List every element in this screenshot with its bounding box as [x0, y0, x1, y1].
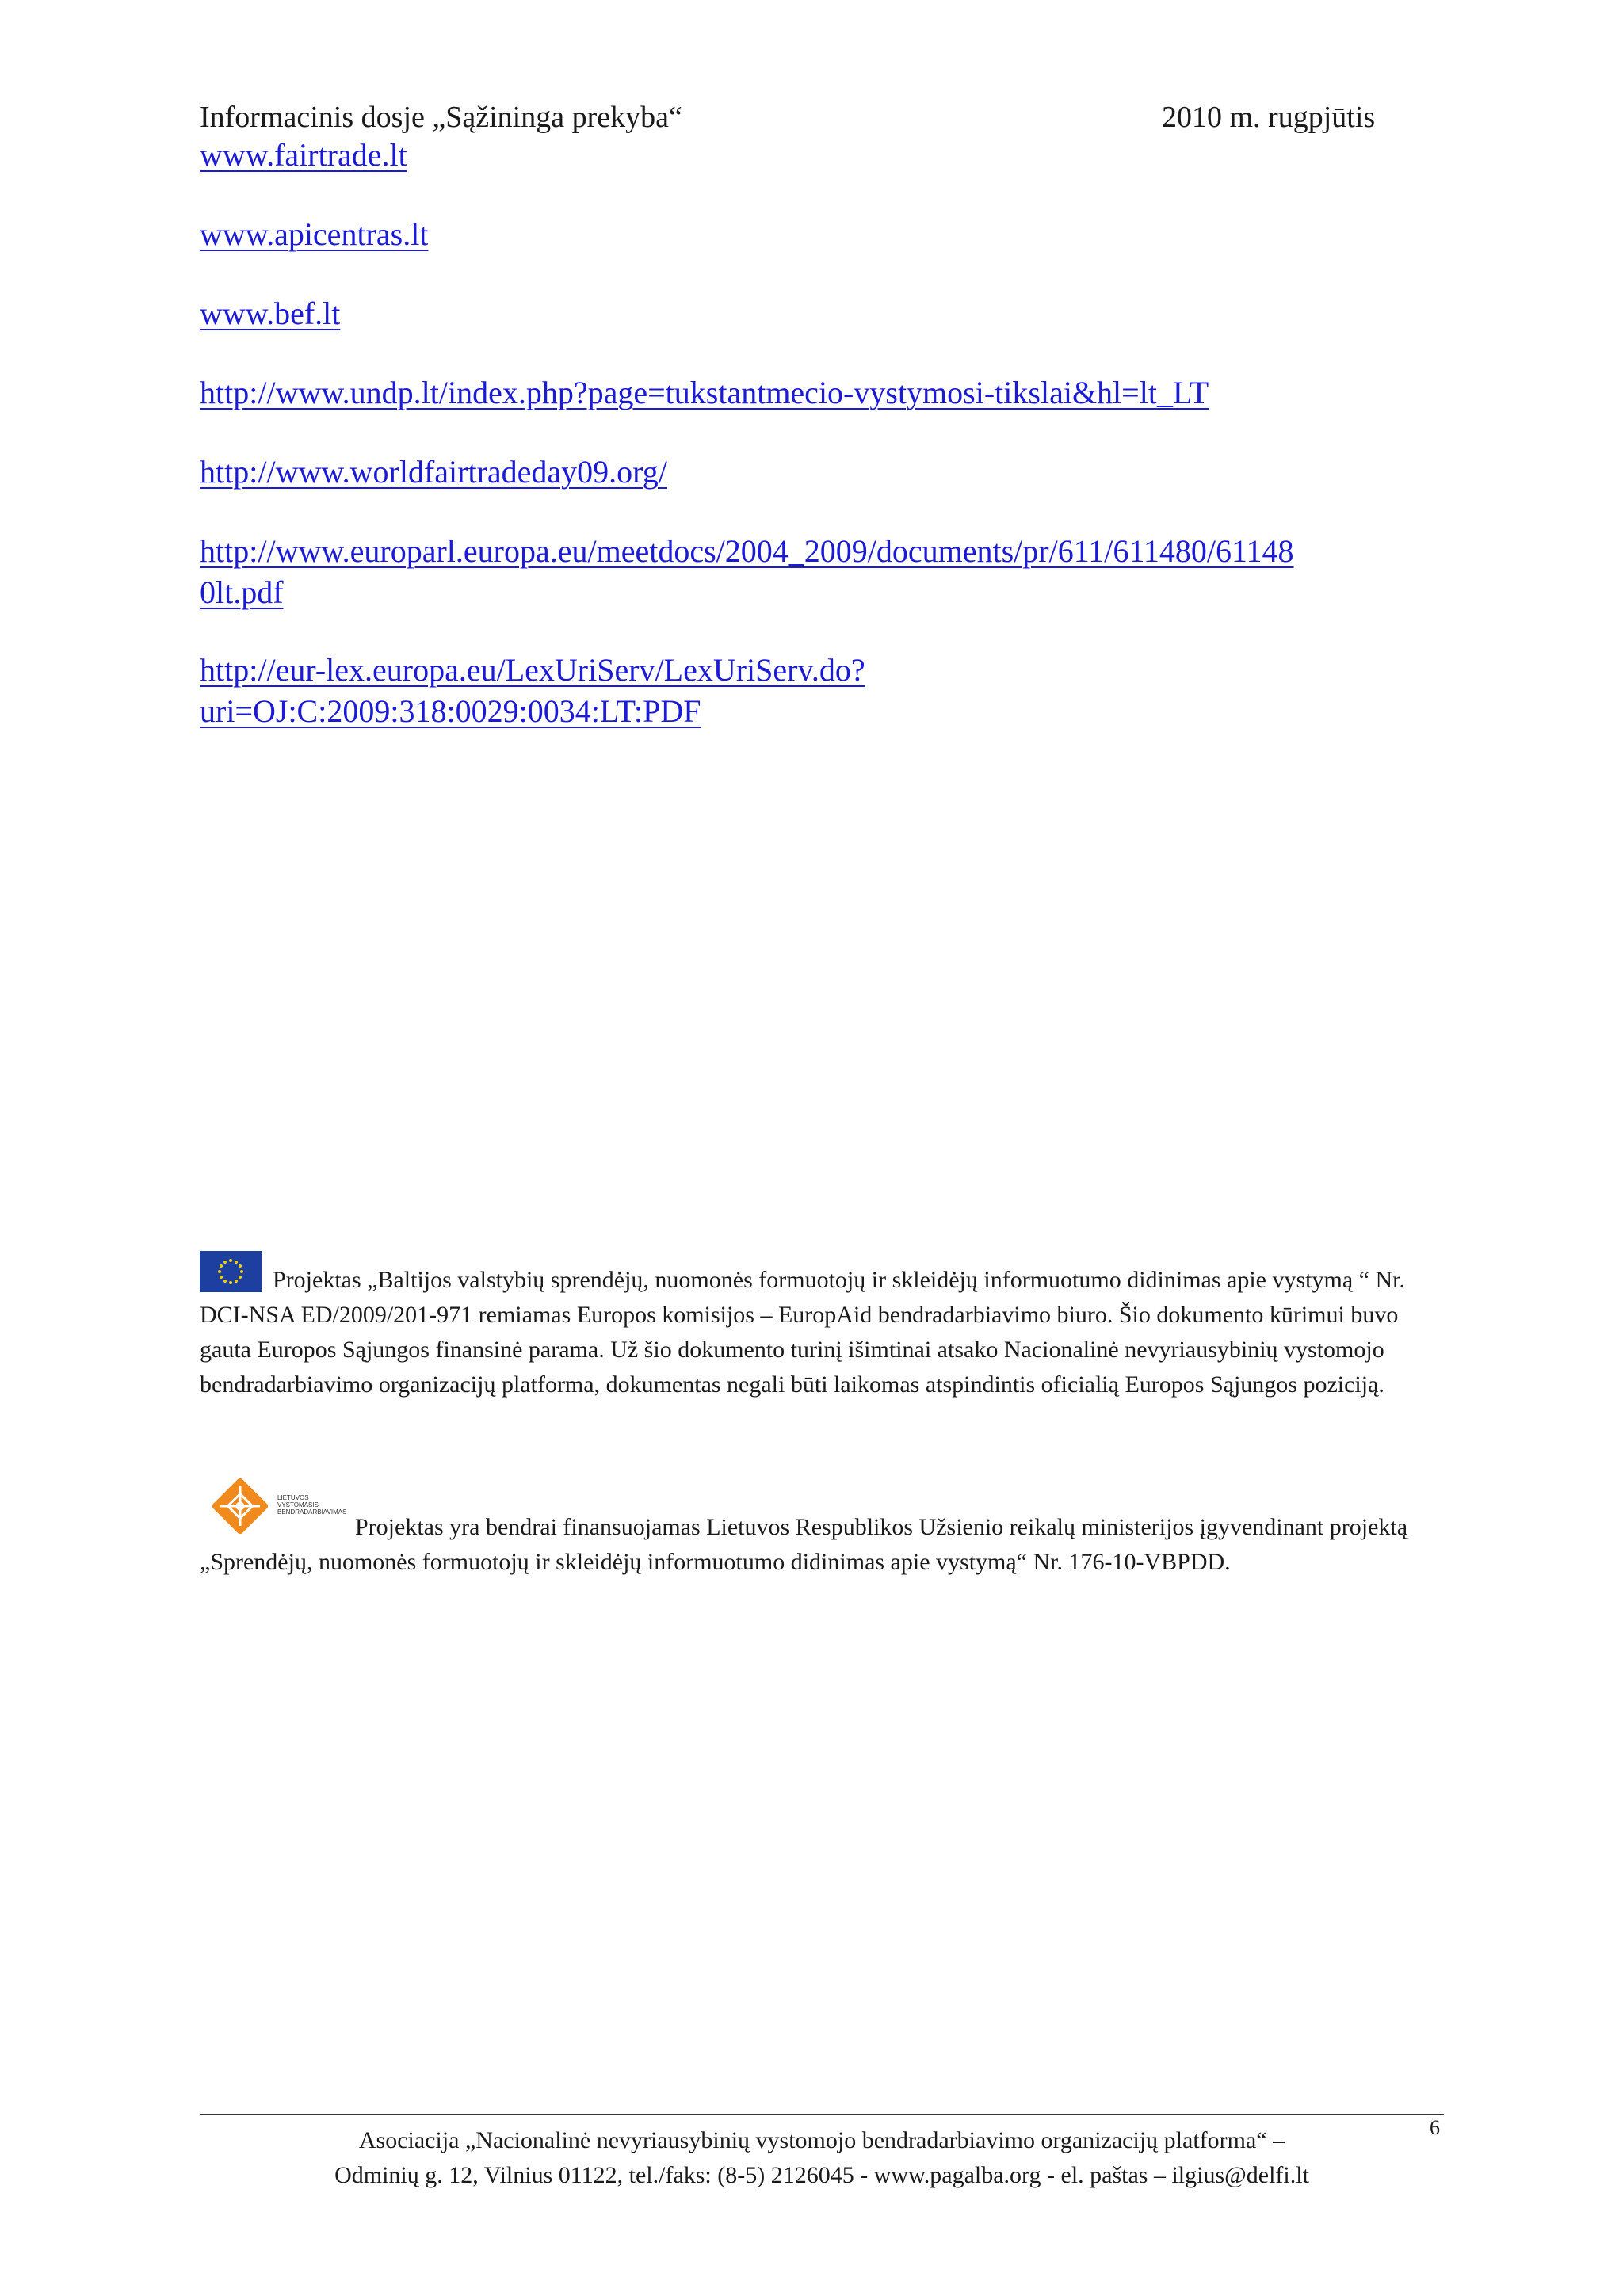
link-undp[interactable]	[200, 372, 1209, 414]
link-line: http://eur-lex.europa.eu/LexUriServ/LexUriServ.do?	[200, 652, 865, 688]
footer-divider	[200, 2114, 1444, 2115]
link-worldfairtradeday[interactable]	[200, 452, 667, 493]
document-header-title: Informacinis dosje „Sąžininga prekyba“	[200, 101, 682, 134]
page-number: 6	[1430, 2116, 1440, 2139]
document-footer	[200, 2123, 1444, 2193]
link-line: http://www.worldfairtradeday09.org/	[200, 454, 667, 490]
link-eur-lex[interactable]	[200, 650, 865, 732]
lt-logo-caption-line: LIETUVOS	[277, 1494, 309, 1501]
link-line: http://www.europarl.europa.eu/meetdocs/2004_2009/documents/pr/611/611480/61148	[200, 533, 1294, 569]
link-fairtrade[interactable]	[200, 135, 407, 176]
eu-funding-statement: Projektas „Baltijos valstybių sprendėjų, nuomonės formuotojų ir skleidėjų informuotumo didinimas apie vystymą “ Nr. DCI-NSA ED/2009/201-971 remiamas Europos komisijos – EuropAid bendradarbiavimo biuro. Šio dokumento kūrimui buvo gauta Europos Sąjungos finansinė parama. Už šio dokumento turinį išimtinai atsako Nacionalinė nevyriausybinių vystomojo bendradarbiavimo organizacijų platforma, dokumentas negali būti laikomas atspindintis oficialią Europos Sąjungos poziciją.	[200, 1267, 1405, 1398]
document-header-date: 2010 m. rugpjūtis	[1162, 101, 1376, 134]
lt-logo-caption-line: BENDRADARBIAVIMAS	[277, 1508, 347, 1516]
footer-line-contacts: Odminių g. 12, Vilnius 01122, tel./faks: (8-5) 2126045 - www.pagalba.org - el. paštas – ilgius@delfi.lt	[334, 2162, 1309, 2188]
link-bef[interactable]	[200, 293, 340, 334]
lt-logo-caption-line: VYSTOMASIS	[277, 1501, 319, 1508]
link-line: www.fairtrade.lt	[200, 137, 407, 173]
link-line: www.apicentras.lt	[200, 216, 429, 252]
link-line: http://www.undp.lt/index.php?page=tukstantmecio-vystymosi-tikslai&hl=lt_LT	[200, 375, 1209, 410]
link-apicentras[interactable]	[200, 214, 428, 255]
link-line: uri=OJ:C:2009:318:0029:0034:LT:PDF	[200, 693, 701, 729]
lt-funding-statement: Projektas yra bendrai finansuojamas Lietuvos Respublikos Užsienio reikalų ministerijos įgyvendinant projektą „Sprendėjų, nuomonės formuotojų ir skleidėjų informuotumo didinimas apie vystymą“ Nr. 176-10-VBPDD.	[200, 1514, 1408, 1575]
link-line: 0lt.pdf	[200, 574, 284, 610]
link-line: www.bef.lt	[200, 296, 341, 331]
footer-line-association: Asociacija „Nacionalinė nevyriausybinių vystomojo bendradarbiavimo organizacijų platforma“ –	[358, 2127, 1285, 2153]
link-europarl[interactable]	[200, 531, 1294, 613]
